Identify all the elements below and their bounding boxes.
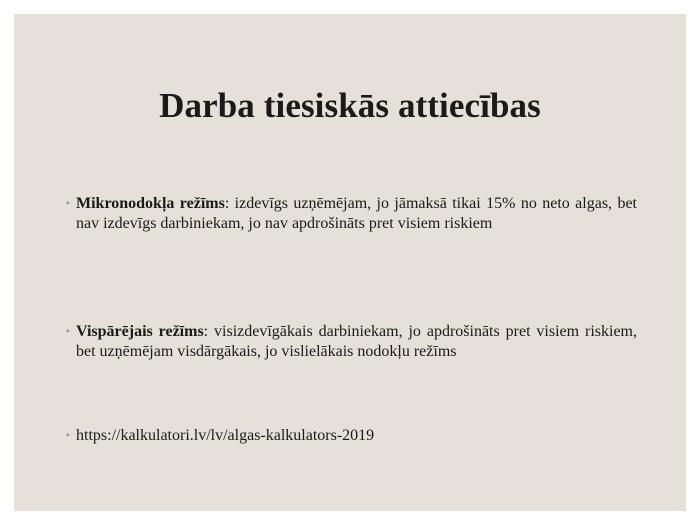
bullet-marker: ◦ bbox=[66, 430, 70, 441]
slide bbox=[14, 14, 686, 511]
bullet-term: Mikronodokļa režīms bbox=[76, 195, 225, 212]
bullet-text: : izdevīgs uzņēmējam, jo jāmaksā tikai 15% no neto algas, bet nav izdevīgs darbiniekam, jo nav apdrošināts pret visiem riskiem bbox=[76, 195, 637, 232]
bullet-mikronodoklis bbox=[61, 194, 637, 234]
bullet-marker: ◦ bbox=[66, 326, 70, 337]
calculator-link[interactable]: https://kalkulatori.lv/lv/algas-kalkulators-2019 bbox=[76, 427, 375, 444]
slide-title: Darba tiesiskās attiecības bbox=[159, 86, 541, 125]
bullet-term: Vispārējais režīms bbox=[76, 323, 204, 340]
bullet-link bbox=[61, 426, 637, 446]
bullet-visparejais bbox=[61, 322, 637, 362]
bullet-marker: ◦ bbox=[66, 198, 70, 209]
bullet-text: : visizdevīgākais darbiniekam, jo apdrošināts pret visiem riskiem, bet uzņēmējam visdārgākais, jo vislielākais nodokļu režīms bbox=[76, 323, 638, 360]
